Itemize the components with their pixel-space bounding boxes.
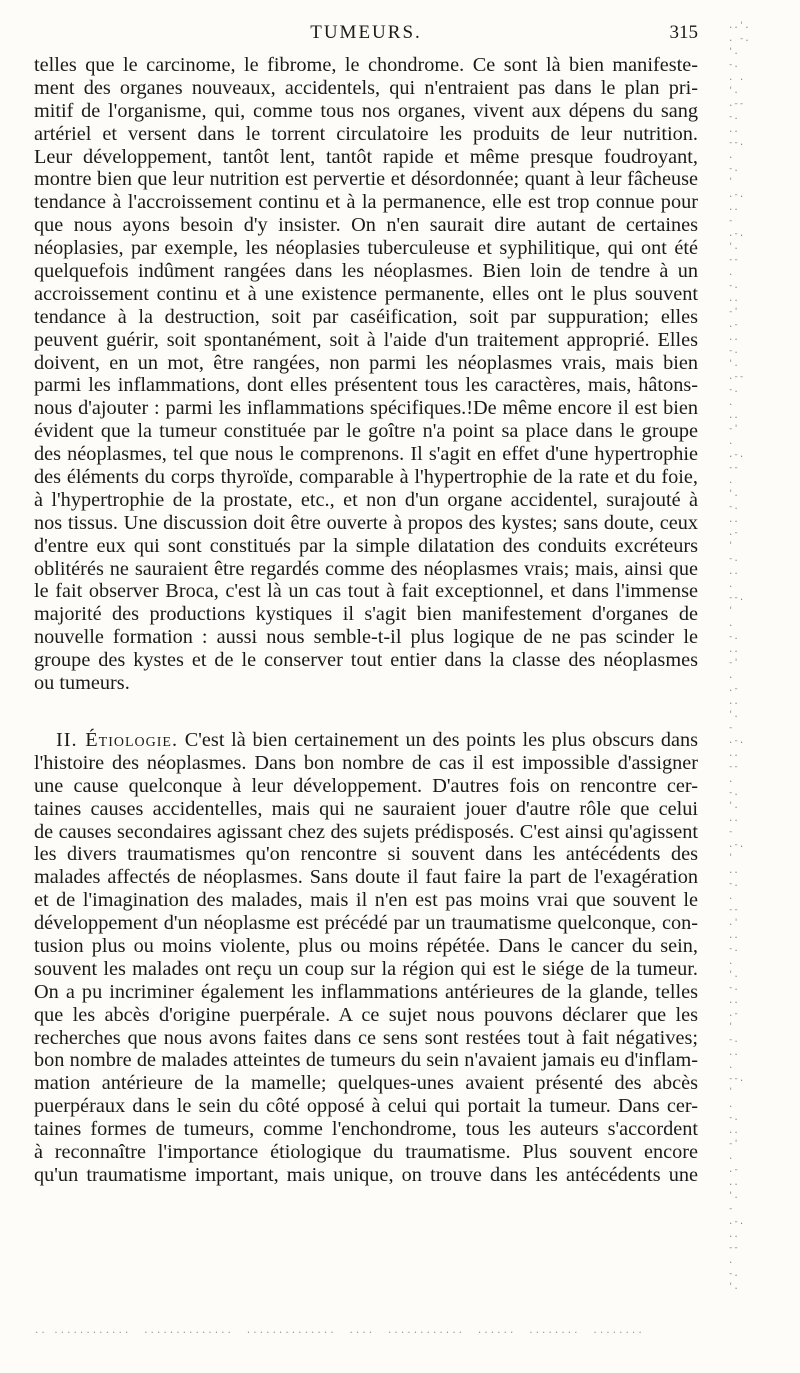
- text-line: montre bien que leur nutrition est pervertie et désordonnée; quant à leur fâcheuse: [34, 168, 698, 191]
- text-line: à l'hypertrophie de la prostate, etc., et non d'un organe accidentel, surajouté à: [34, 488, 698, 511]
- text-line: nouvelle formation : aussi nous semble-t-il plus logique de ne pas scinder le: [34, 626, 698, 649]
- text-line: accroissement continu et à une existence permanente, elles ont le plus souvent: [34, 282, 698, 305]
- text-line: tusion plus ou moins violente, plus ou moins répétée. Dans le cancer du sein,: [34, 934, 698, 957]
- bottom-scan-marks: .. ............ .............. .............. .... ............ ...... ........ ........: [34, 1326, 644, 1336]
- text-line: de causes secondaires agissant chez des sujets prédisposés. C'est ainsi qu'agissent: [34, 820, 698, 843]
- text-line: puerpéraux dans le sein du côté opposé à celui qui portait la tumeur. Dans cer-: [34, 1095, 698, 1118]
- text-line: le fait observer Broca, c'est là un cas tout à fait exceptionnel, et dans l'immense: [34, 580, 698, 603]
- text-line: recherches que nous avons faites dans ce sens sont restées tout à fait négatives;: [34, 1026, 698, 1049]
- text-line: l'histoire des néoplasmes. Dans bon nombre de cas il est impossible d'assigner: [34, 751, 698, 774]
- text-line: développement d'un néoplasme est précédé par un traumatisme quelconque, con-: [34, 912, 698, 935]
- text-line: évident que la tumeur constituée par le goître n'a point sa place dans le groupe: [34, 420, 698, 443]
- text-line: que les abcès d'origine puerpérale. A ce sujet nous pouvons déclarer que les: [34, 1003, 698, 1026]
- text-line: artériel et versent dans le torrent circulatoire les produits de leur nutrition.: [34, 122, 698, 145]
- margin-scan-marks: ..'. . -. '. -. . . '. .-- -. .. --. . -. ' .-. .. - .-. '. -- . -. .. -' .- .. -. '. .-- -. . .. -' . .-. -- . '. -. .. .- ' -. .. . --. ' . -. .. -' . .- .. '. - .-. .. -- . -. '. .. - .-. ' .. -. . -- .' .. -. . '. -. .. .- ' -. .. . --. ' . -. .. -' . .- .. '. - .-. .. -- . -. '.: [728, 21, 750, 1292]
- text-line: que nous ayons besoin d'y insister. On n'en saurait dire autant de certaines: [34, 214, 698, 237]
- text-line: taines formes de tumeurs, comme l'enchondrome, tous les auteurs s'accordent: [34, 1118, 698, 1141]
- text-line: bon nombre de malades atteintes de tumeurs du sein n'avaient jamais eu d'inflam-: [34, 1049, 698, 1072]
- text-line: une cause quelconque à leur développement. D'autres fois on rencontre cer-: [34, 774, 698, 797]
- page-body: [34, 54, 698, 1187]
- text-line: ou tumeurs.: [34, 672, 130, 695]
- text-line: des néoplasmes, tel que nous le comprenons. Il s'agit en effet d'une hypertrophie: [34, 443, 698, 466]
- text-line: telles que le carcinome, le fibrome, le chondrome. Ce sont là bien manifeste-: [34, 54, 698, 76]
- text-line: tendance à la destruction, soit par caséification, soit par suppuration; elles: [34, 305, 698, 328]
- text-line: d'entre eux qui sont constitués par la simple dilatation des conduits excréteurs: [34, 534, 698, 557]
- text-line: parmi les inflammations, dont elles présentent tous les caractères, mais, hâtons-: [34, 374, 698, 397]
- running-title: TUMEURS.: [310, 22, 422, 43]
- text-line: mation antérieure de la mamelle; quelques-unes avaient présenté des abcès: [34, 1072, 698, 1095]
- text-line: à reconnaître l'importance étiologique du traumatisme. Plus souvent encore: [34, 1140, 698, 1163]
- text-line: peuvent guérir, soit spontanément, soit à l'aide d'un traitement approprié. Elles: [34, 328, 698, 351]
- text-line: taines causes accidentelles, mais qui ne sauraient jouer d'autre rôle que celui: [34, 797, 698, 820]
- text-line: doivent, en un mot, être rangées, non parmi les néoplasmes vrais, mais bien: [34, 351, 698, 374]
- text-line: nous d'ajouter : parmi les inflammations spécifiques.!De même encore il est bien: [34, 397, 698, 420]
- text-line: majorité des productions kystiques il s'agit bien manifestement d'organes de: [34, 603, 698, 626]
- text-line: tendance à l'accroissement continu et à la permanence, elle est trop connue pour: [34, 191, 698, 214]
- section-first-line-text: C'est là bien certainement un des points les plus obscurs dans: [178, 728, 699, 751]
- text-line: ment des organes nouveaux, accidentels, qui n'entraient pas dans le plan pri-: [34, 76, 698, 99]
- text-line: oblitérés ne sauraient être regardés comme des néoplasmes vrais; mais, ainsi que: [34, 557, 698, 580]
- text-line: malades affectés de néoplasmes. Sans doute il faut faire la part de l'exagération: [34, 866, 698, 889]
- section-heading-line: [34, 729, 698, 752]
- text-line: groupe des kystes et de le conserver tout entier dans la classe des néoplasmes: [34, 649, 698, 672]
- text-line: souvent les malades ont reçu un coup sur la région qui est le siége de la tumeur.: [34, 957, 698, 980]
- text-line: quelquefois indûment rangées dans les néoplasmes. Bien loin de tendre à un: [34, 260, 698, 283]
- paragraph-etiology: [34, 729, 698, 1187]
- section-heading: II. Étiologie.: [56, 728, 179, 751]
- text-line: Leur développement, tantôt lent, tantôt rapide et même presque foudroyant,: [34, 145, 698, 168]
- text-line: les divers traumatismes qu'on rencontre si souvent dans les antécédents des: [34, 843, 698, 866]
- text-line: néoplasies, par exemple, les néoplasies tuberculeuse et syphilitique, qui ont été: [34, 237, 698, 260]
- text-line: et de l'imagination des malades, mais il n'en est pas moins vrai que souvent le: [34, 889, 698, 912]
- text-line: des éléments du corps thyroïde, comparable à l'hypertrophie de la rate et du foie,: [34, 466, 698, 489]
- text-line: On a pu incriminer également les inflammations antérieures de la glande, telles: [34, 980, 698, 1003]
- text-line: mitif de l'organisme, qui, comme tous nos organes, vivent aux dépens du sang: [34, 99, 698, 122]
- text-line: qu'un traumatisme important, mais unique, on trouve dans les antécédents une: [34, 1163, 698, 1186]
- text-line: nos tissus. Une discussion doit être ouverte à propos des kystes; sans doute, ceux: [34, 511, 698, 534]
- section-gap: [34, 695, 698, 729]
- paragraph-neoplasms-definition: [34, 54, 698, 695]
- running-header: [34, 22, 698, 52]
- page-number: 315: [669, 22, 698, 43]
